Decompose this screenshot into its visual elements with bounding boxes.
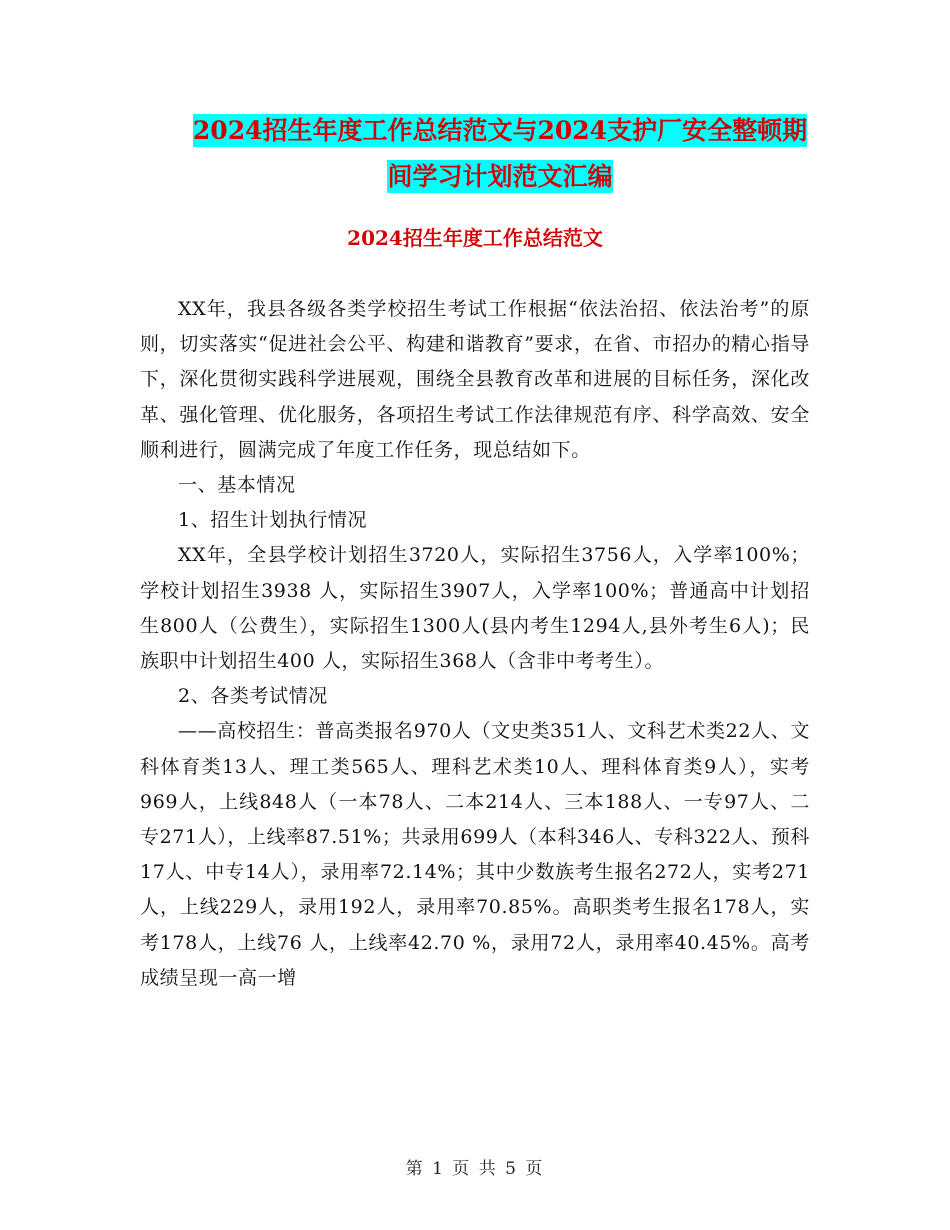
paragraph-college-admission: ——高校招生：普高类报名970人（文史类351人、文科艺术类22人、文科体育类13人、理工类565人、理科艺术类10人、理科体育类9人），实考969人，上线848人（一本78人、二本214人、三本188人、一专97人、二专271人），上线率87.51%；共录用699人（本科346人、专科322人、预科17人、中专14人），录用率72.14%；其中少数族考生报名272人，实考271人，上线229人，录用192人，录用率70.85%。高职类考生报名178人，实考178人，上线76 人，上线率42.70 %，录用72人，录用率40.45%。高考成绩呈现一高一增 (140, 720, 810, 989)
document-title (150, 108, 850, 200)
document-body (140, 292, 810, 996)
section-title: 2024招生年度工作总结范文 (347, 226, 603, 250)
page-footer: 第 1 页 共 5 页 (405, 1159, 545, 1179)
heading-exam-situation: 2、各类考试情况 (178, 685, 328, 708)
paragraph-plan-execution: XX年，全县学校计划招生3720人，实际招生3756人，入学率100%；学校计划招生3938 人，实际招生3907人，入学率100%；普通高中计划招生800人（公费生），实际招生1300人(县内考生1294人,县外考生6人)；民族职中计划招生400 人，实际招生368人（含非中考考生）。 (140, 544, 810, 673)
title-line-1: 2024招生年度工作总结范文与2024支护厂安全整顿期 (192, 116, 808, 145)
heading-basic-situation: 一、基本情况 (178, 474, 296, 497)
paragraph-intro: XX年，我县各级各类学校招生考试工作根据“依法治招、依法治考”的原则，切实落实“促进社会公平、构建和谐教育”要求，在省、市招办的精心指导下，深化贯彻实践科学进展观，围绕全县教育改革和进展的目标任务，深化改革、强化管理、优化服务，各项招生考试工作法律规范有序、科学高效、安全顺利进行，圆满完成了年度工作任务，现总结如下。 (140, 298, 810, 461)
title-line-2: 间学习计划范文汇编 (387, 162, 613, 191)
heading-plan-execution: 1、招生计划执行情况 (178, 509, 368, 532)
